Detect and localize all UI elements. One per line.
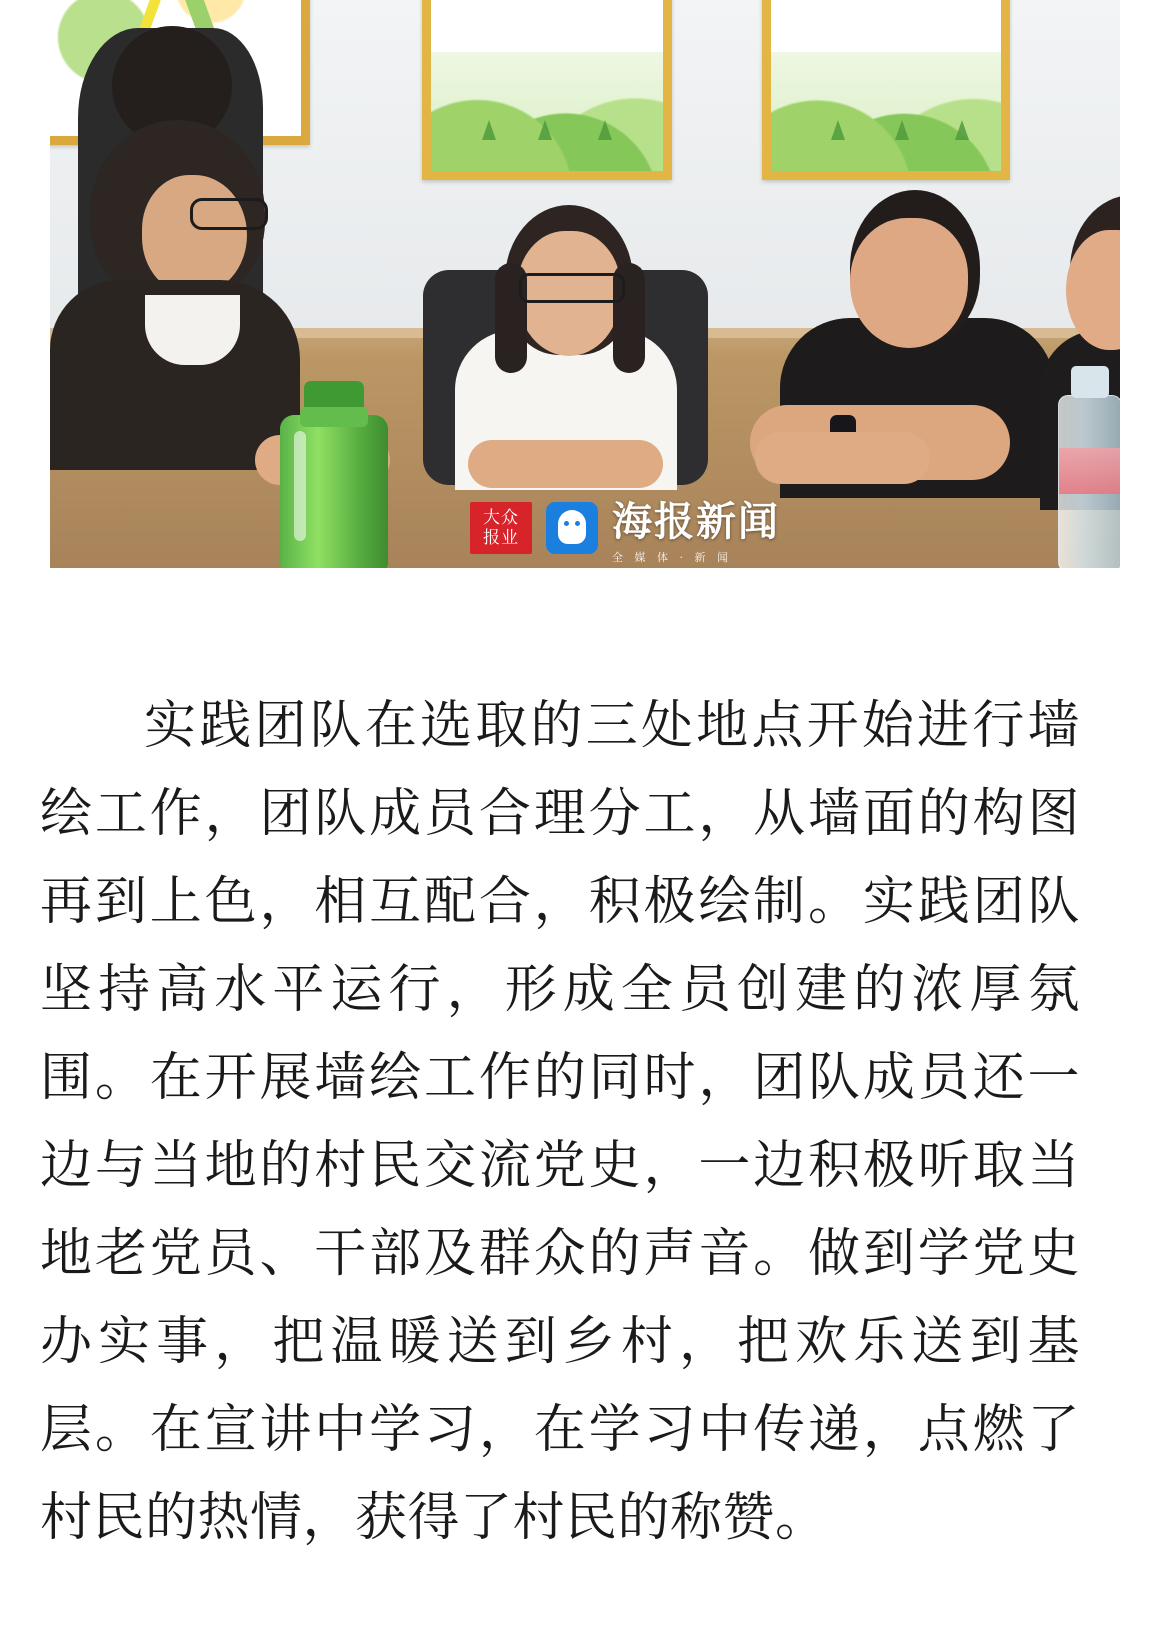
bottle-label [1059,448,1120,494]
poster-hills-graphic [771,52,1001,171]
bottle-highlight [294,431,306,541]
haibao-seal-icon [546,502,598,554]
watermark-brand-subtext: 全 媒 体 · 新 闻 [612,551,732,564]
poster-hills-graphic [431,52,663,171]
watermark-brand-text: 海报新闻 [612,499,780,545]
glasses-icon [519,273,625,303]
bottle-cap [1071,366,1109,398]
poster-tree-icon [538,120,552,140]
person-face [142,175,247,295]
article-photo [50,0,1120,568]
person-collar [145,295,240,365]
photo-scene [50,0,1120,568]
photo-watermark [470,490,780,565]
clear-water-bottle [1058,395,1120,568]
hands-on-table [468,440,663,488]
wall-frame-right [762,0,1010,180]
poster-tree-icon [955,120,969,140]
logo-line-2: 报业 [483,527,519,548]
person-face [850,218,968,348]
poster-tree-icon [482,120,496,140]
dazhong-logo [470,502,532,554]
hands-on-table [755,432,930,484]
watermark-brand [612,490,780,565]
poster-tree-icon [598,120,612,140]
logo-line-1: 大众 [483,507,519,528]
person-left-foreground [50,120,305,450]
seal-mascot-icon [558,510,586,544]
bottle-neck [300,407,368,427]
glasses-icon [190,198,268,230]
green-water-bottle [280,415,388,568]
poster-tree-icon [831,120,845,140]
article-paragraph: 实践团队在选取的三处地点开始进行墙绘工作，团队成员合理分工，从墙面的构图再到上色，相互配合，积极绘制。实践团队坚持高水平运行，形成全员创建的浓厚氛围。在开展墙绘工作的同时，团队成员还一边与当地的村民交流党史，一边积极听取当地老党员、干部及群众的声音。做到学党史办实事，把温暖送到乡村，把欢乐送到基层。在宣讲中学习，在学习中传递，点燃了村民的热情，获得了村民的称赞。 [40,696,1080,1548]
poster-tree-icon [895,120,909,140]
wall-frame-middle [422,0,672,180]
